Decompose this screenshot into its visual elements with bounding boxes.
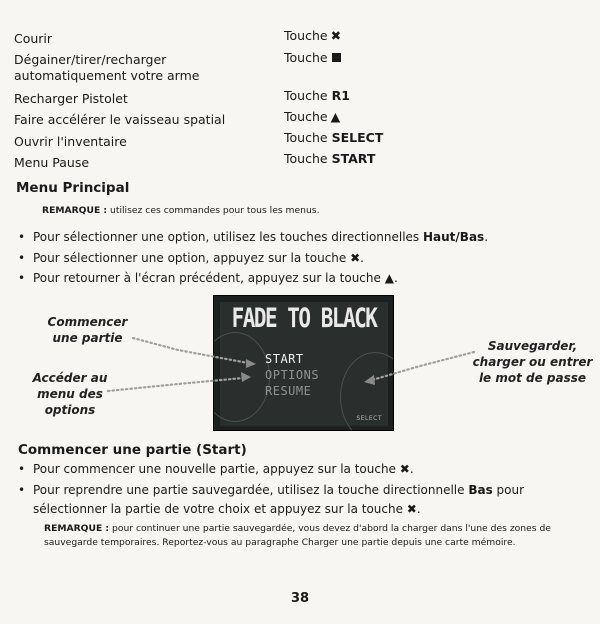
callout-start: Commencer une partie <box>47 315 128 345</box>
bullet-item: • Pour reprendre une partie sauvegardée, utilisez la touche directionnelle Bas pour sélectionner la partie de votre choix et appuyez sur la touche ✖. <box>18 483 525 516</box>
control-action: Recharger Pistolet <box>14 91 128 106</box>
control-key: Touche R1 <box>284 88 350 103</box>
control-action: Dégainer/tirer/recharger automatiquement votre arme <box>14 52 200 83</box>
section-heading: Commencer une partie (Start) <box>18 442 247 458</box>
control-key: Touche ✖ <box>284 28 342 43</box>
note: REMARQUE : pour continuer une partie sauvegardée, vous devez d'abord la charger dans l'une des zones de sauvegarde temporaires. Reportez-vous au paragraphe Charger une partie depuis une carte mémoire. <box>44 523 551 548</box>
control-action: Ouvrir l'inventaire <box>14 134 127 149</box>
callout-resume: Sauvegarder, charger ou entrer le mot de passe <box>472 339 593 385</box>
cross-icon: ✖ <box>399 462 410 476</box>
control-action: Menu Pause <box>14 155 90 170</box>
page-number: 38 <box>290 591 310 606</box>
control-key: Touche START <box>284 151 376 166</box>
section-heading: Menu Principal <box>16 180 130 196</box>
note: REMARQUE : utilisez ces commandes pour tous les menus. <box>42 205 320 216</box>
cross-icon: ✖ <box>406 502 417 516</box>
control-key: Touche ▲ <box>284 109 341 124</box>
cross-icon: ✖ <box>330 28 342 43</box>
game-menu-screenshot <box>213 295 394 431</box>
control-action: Faire accélérer le vaisseau spatial <box>14 112 226 127</box>
cross-icon: ✖ <box>350 251 361 265</box>
bullet-item: • Pour commencer une nouvelle partie, appuyez sur la touche ✖. <box>18 462 414 476</box>
game-title: FADE TO BLACK <box>231 303 377 333</box>
triangle-icon: ▲ <box>330 109 341 124</box>
menu-options: OPTIONS <box>265 368 320 382</box>
menu-resume: RESUME <box>265 384 312 398</box>
select-hint: SELECT <box>356 415 382 422</box>
bullet-item: • Pour sélectionner une option, utilisez les touches directionnelles Haut/Bas. <box>18 230 489 244</box>
bullet-item: • Pour retourner à l'écran précédent, appuyez sur la touche ▲. <box>18 271 398 285</box>
control-action: Courir <box>14 31 53 46</box>
menu-start: START <box>265 352 304 366</box>
control-key: Touche SELECT <box>284 130 384 145</box>
control-key: Touche <box>284 50 341 66</box>
bullet-item: • Pour sélectionner une option, appuyez sur la touche ✖. <box>18 251 364 265</box>
triangle-icon: ▲ <box>384 271 394 285</box>
callout-options: Accéder au menu des options <box>32 371 108 417</box>
square-icon <box>332 53 341 62</box>
